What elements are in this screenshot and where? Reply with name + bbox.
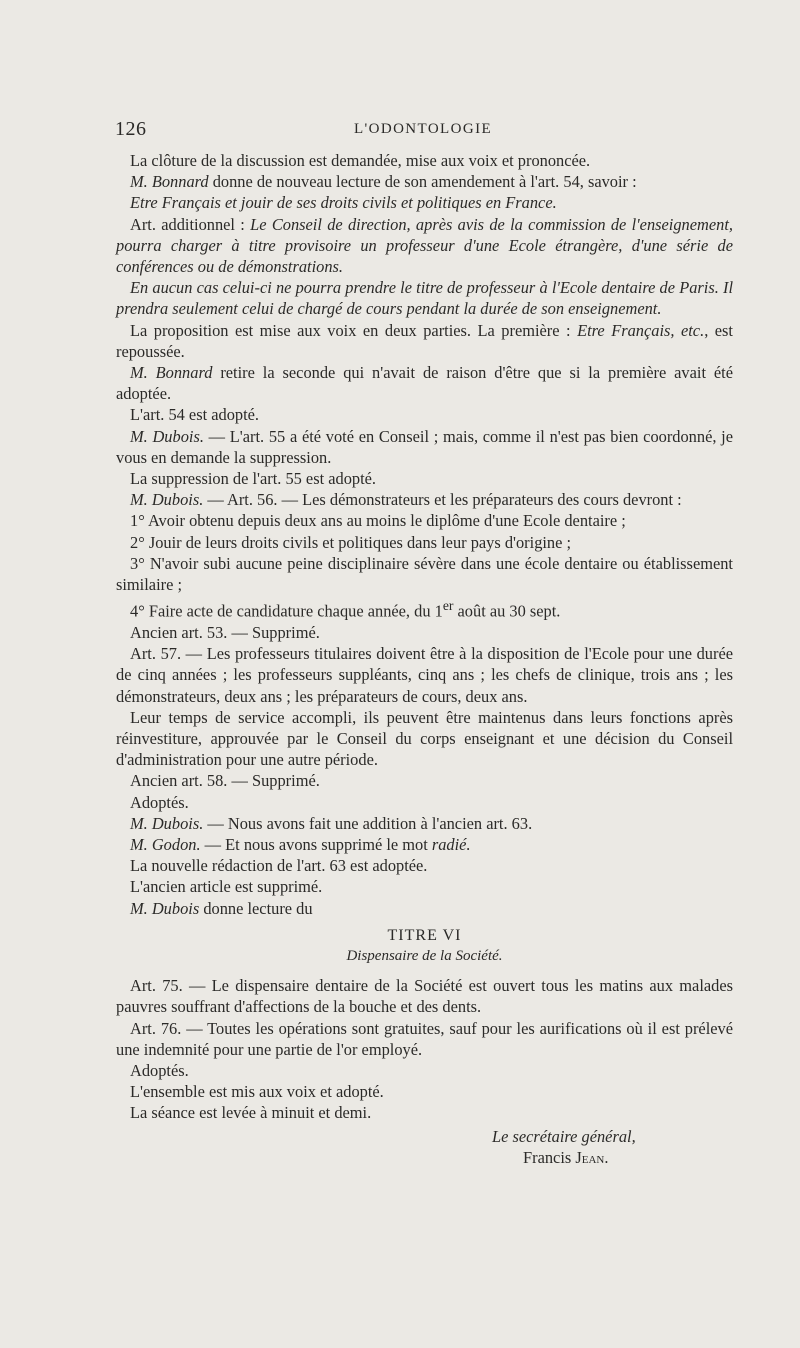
paragraph: L'ensemble est mis aux voix et adopté. [130,1082,384,1102]
signature-block [116,1126,733,1168]
running-title: L'ODONTOLOGIE [353,121,493,137]
paragraph-text: donne lecture du [199,898,313,918]
paragraph [116,362,733,404]
paragraph: Leur temps de service accompli, ils peuvent être maintenus dans leurs fonctions après réinvestiture, approuvée par le Conseil du corps enseignant et une décision du Conseil d'administration pour une autre période. [116,707,733,770]
list-item [116,595,733,622]
paragraph: Adoptés. [130,1061,189,1080]
speaker-name: M. Bonnard [130,363,213,383]
paragraph: Art. 75. — Le dispensaire dentaire de la Société est ouvert tous les matins aux malades pauvres souffrant d'affections de la bouche et des dents. [116,976,733,1017]
amendment-text: Etre Français et jouir de ses droits civils et politiques en France. [130,193,557,213]
paragraph: Ancien art. 58. — Supprimé. [130,771,320,791]
list-item: 3° N'avoir subi aucune peine disciplinaire sévère dans une école dentaire ou établissement similaire ; [116,553,733,595]
speaker-name: M. Godon. [130,834,201,854]
list-item-text: 4° Faire acte de candidature chaque année, du 1 [130,601,443,621]
article-text: Le Conseil de direction, après avis de la commission de l'enseignement, pourra charger à titre provisoire un professeur d'une Ecole étrangère, d'une série de conférences ou de démonstrations. [116,214,733,277]
signature-first-name: Francis [523,1147,576,1167]
speaker-name: M. Dubois [130,898,200,918]
paragraph-text: — Art. 56. — Les démonstrateurs et les préparateurs des cours devront : [203,490,682,510]
paragraph-text: , est repoussée. [116,320,733,361]
signature-last-name: Jean. [575,1147,609,1167]
quoted-word: radié. [431,834,471,854]
list-item: 1° Avoir obtenu depuis deux ans au moins le diplôme d'une Ecole dentaire ; [130,511,626,531]
paragraph-text: — Et nous avons supprimé le mot [200,834,432,854]
quoted-text: Etre Français, etc. [577,320,705,340]
article-lead: Art. additionnel : [130,214,251,234]
article-text: En aucun cas celui-ci ne pourra prendre le titre de professeur à l'Ecole dentaire de Paris. Il prendra seulement celui de chargé de cours pendant la durée de son enseignement. [116,278,733,319]
section-subtitle: Dispensaire de la Société. [346,947,503,964]
speaker-name: M. Dubois. [130,426,204,446]
paragraph: La séance est levée à minuit et demi. [130,1103,372,1123]
page-number: 126 [115,118,147,140]
speaker-name: M. Dubois. [130,490,204,510]
page-header [115,118,731,142]
paragraph [116,834,733,855]
paragraph: La suppression de l'art. 55 est adopté. [130,469,377,489]
paragraph: Ancien art. 53. — Supprimé. [130,622,320,642]
section-title: TITRE VI [387,926,462,944]
paragraph: La clôture de la discussion est demandée, mise aux voix et prononcée. [130,151,591,170]
paragraph [116,320,733,362]
paragraph [116,813,733,834]
paragraph-text: donne de nouveau lecture de son amendement à l'art. 54, savoir : [208,172,637,192]
signature-role: Le secrétaire général, [492,1126,636,1146]
body-text [116,150,733,1168]
list-item: 2° Jouir de leurs droits civils et politiques dans leur pays d'origine ; [130,532,572,552]
paragraph: L'art. 54 est adopté. [130,405,260,425]
paragraph-text: — L'art. 55 a été voté en Conseil ; mais, comme il n'est pas bien coordonné, je vous en demande la suppression. [116,426,733,467]
speaker-name: M. Bonnard [130,172,209,192]
paragraph: L'ancien article est supprimé. [130,877,323,897]
paragraph: Adoptés. [130,792,189,812]
paragraph: Art. 76. — Toutes les opérations sont gratuites, sauf pour les aurifications où il est prélevé une indemnité pour une partie de l'or employé. [116,1018,733,1059]
signature-name [492,1147,733,1168]
paragraph [116,898,733,919]
paragraph [116,426,733,468]
paragraph-text: — Nous avons fait une addition à l'ancien art. 63. [203,813,533,833]
superscript: er [442,598,454,614]
speaker-name: M. Dubois. [130,813,204,833]
paragraph: Art. 57. — Les professeurs titulaires doivent être à la disposition de l'Ecole pour une durée de cinq années ; les professeurs suppléants, cinq ans ; les chefs de clinique, trois ans ; les démonstrateurs, deux ans ; les préparateurs de cours, deux ans. [116,644,733,706]
paragraph [116,489,733,510]
paragraph [116,214,733,278]
list-item-text: août au 30 sept. [453,601,561,621]
paragraph-text: retire la seconde qui n'avait de raison d'être que si la première avait été adoptée. [116,363,734,404]
paragraph-text: La proposition est mise aux voix en deux parties. La première : [130,320,578,340]
paragraph: La nouvelle rédaction de l'art. 63 est adoptée. [130,856,428,876]
paragraph [116,171,733,192]
